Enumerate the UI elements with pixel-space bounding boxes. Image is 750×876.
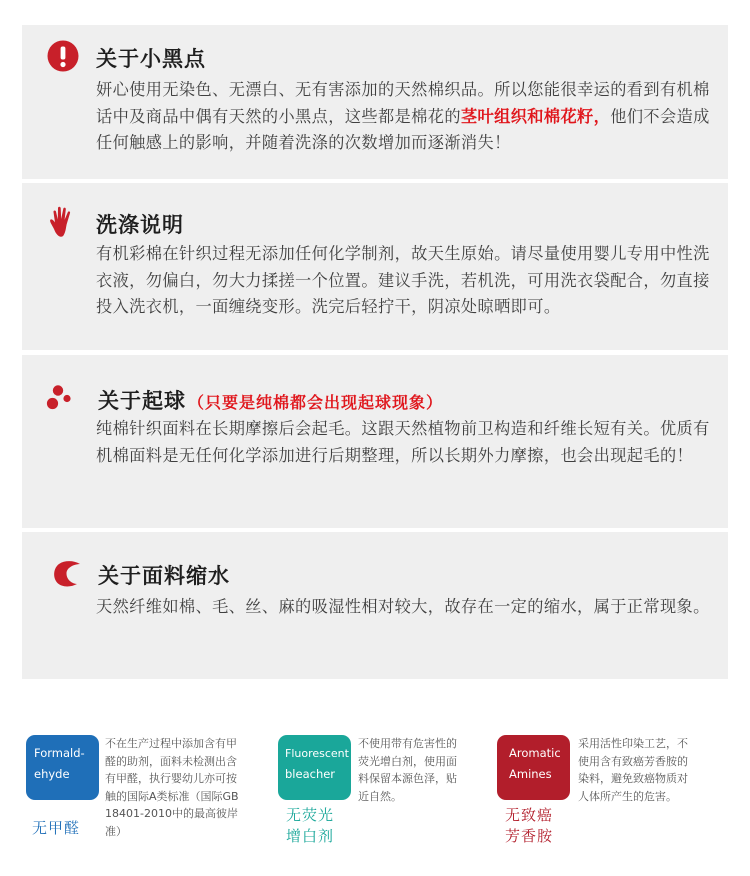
- section-text: 有机彩棉在针织过程无添加任何化学制剂，故天生原始。请尽量使用婴儿专用中性洗衣液，勿偏白，勿大力揉搓一个位置。建议手洗，若机洗，可用洗衣袋配合，勿直接投入洗衣机，一面缠绕变形。洗完后轻拧干，阴凉处晾晒即可。: [96, 244, 710, 316]
- section-black-dots: [22, 25, 728, 179]
- badge-description: 采用活性印染工艺，不使用含有致癌芳香胺的染料，避免致癌物质对人体所产生的危害。: [578, 737, 688, 803]
- section-title: 关于面料缩水: [98, 564, 230, 588]
- section-text: 妍心使用无染色、无漂白、无有害添加的天然棉织品。所以您能很幸运的看到有机棉话中及商品中偶有天然的小黑点，这些都是棉花的茎叶组织和棉花籽，他们不会造成任何触感上的影响，并随着洗涤的次数增加而逐渐消失！: [96, 80, 710, 152]
- crescent-shrink-icon: [52, 559, 82, 589]
- badge-caption: 无致癌 芳香胺: [505, 806, 554, 845]
- title-note: （只要是纯棉都会出现起球现象）: [188, 393, 444, 412]
- section-text: 天然纤维如棉、毛、丝、麻的吸湿性相对较大，故存在一定的缩水，属于正常现象。: [96, 597, 710, 616]
- section-washing: [22, 183, 728, 350]
- badge-caption: 无甲醛: [32, 819, 81, 837]
- badge-description: 不使用带有危害性的荧光增白剂，使用面料保留本源色泽，贴近自然。: [358, 737, 457, 803]
- section-title: 关于小黑点: [96, 47, 206, 71]
- certification-badges: [0, 735, 750, 865]
- badge-description: 不在生产过程中添加含有甲醛的助剂，面料未检测出含有甲醛，执行婴幼儿亦可按触的国际A类标准（国际GB 18401-2010中的最高彼岸准）: [105, 737, 239, 838]
- exclamation-circle-icon: [47, 40, 79, 72]
- section-title: 洗涤说明: [96, 213, 184, 237]
- highlight-text: 茎叶组织和棉花籽，: [460, 106, 611, 126]
- section-shrinkage: [22, 532, 728, 679]
- section-pilling: [22, 355, 728, 528]
- section-text: 纯棉针织面料在长期摩擦后会起毛。这跟天然植物前卫构造和纤维长短有关。优质有机棉面料是无任何化学添加进行后期整理，所以长期外力摩擦，也会出现起毛的！: [96, 419, 710, 465]
- badge-caption: 无荧光 增白剂: [286, 806, 335, 845]
- badge-formaldehyde: Formald- ehyde: [26, 735, 99, 800]
- badge-fluorescent: Fluorescent bleacher: [278, 735, 351, 800]
- badge-aromatic-amines: Aromatic Amines: [497, 735, 570, 800]
- section-title: 关于起球 （只要是纯棉都会出现起球现象）: [98, 389, 444, 413]
- hand-wash-icon: [48, 205, 76, 239]
- pilling-dots-icon: [46, 383, 76, 413]
